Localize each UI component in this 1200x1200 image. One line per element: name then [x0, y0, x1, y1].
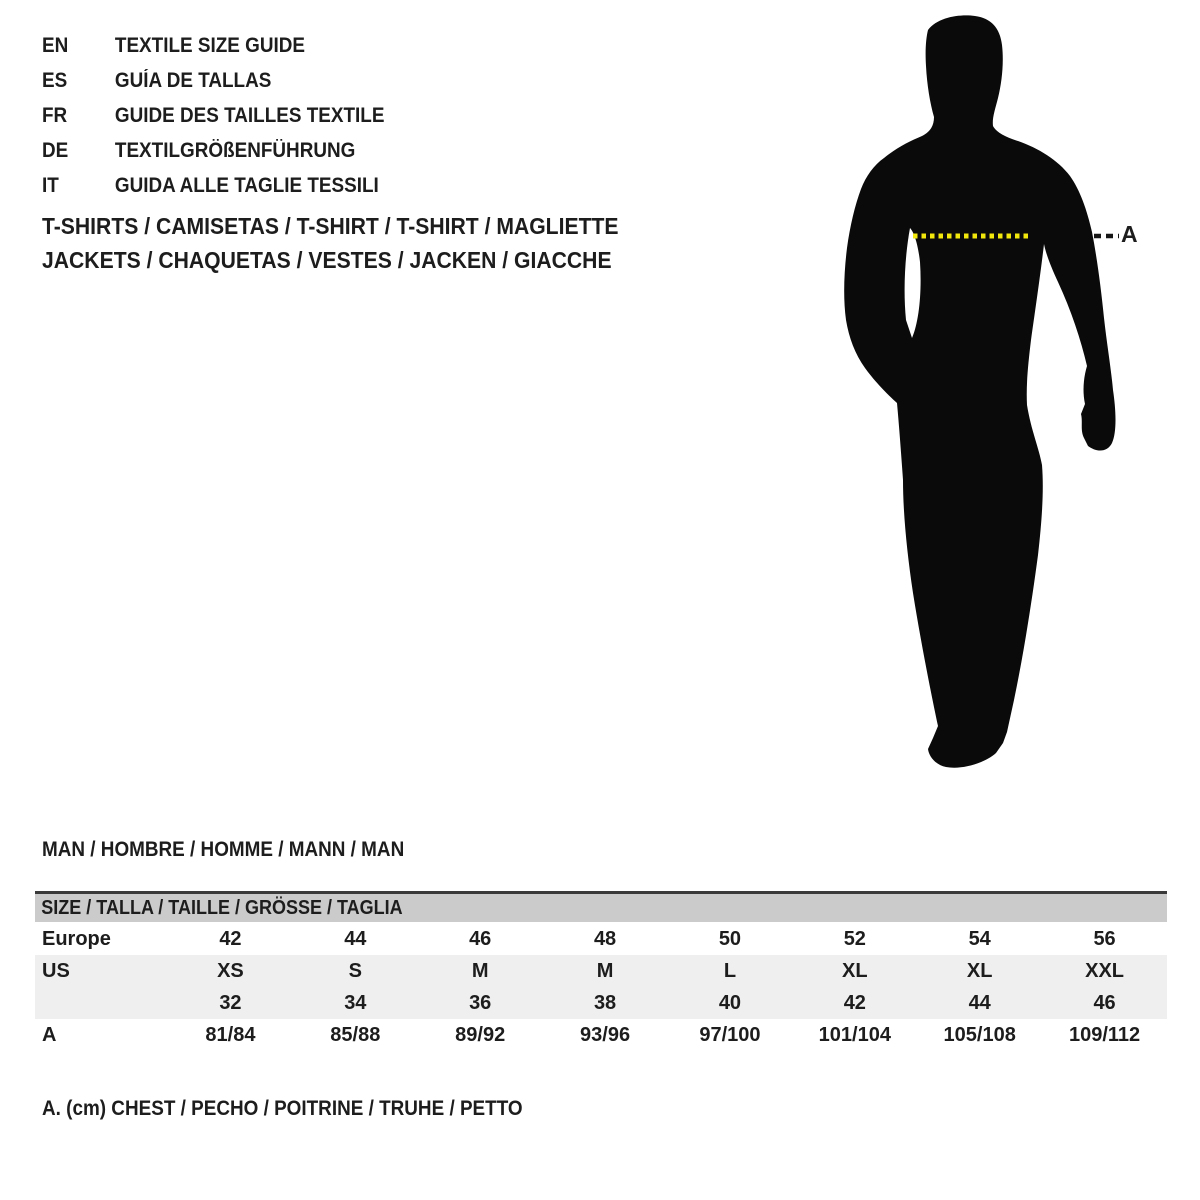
- size-cell: 85/88: [330, 1023, 381, 1046]
- size-cell: L: [723, 959, 737, 982]
- size-table-header-text: SIZE / TALLA / TAILLE / GRÖSSE / TAGLIA: [41, 896, 403, 919]
- size-cell: S: [348, 959, 362, 982]
- size-cell: 36: [469, 991, 492, 1014]
- size-cell: 93/96: [580, 1023, 631, 1046]
- size-table-header: [35, 891, 1167, 922]
- size-cell: XL: [842, 959, 868, 982]
- category-line-jackets: JACKETS / CHAQUETAS / VESTES / JACKEN / GIACCHE: [42, 247, 612, 273]
- language-title: TEXTILE SIZE GUIDE: [114, 33, 305, 57]
- size-cell: 42: [843, 991, 866, 1014]
- size-cell: XL: [966, 959, 993, 982]
- measure-label-a: A: [1121, 221, 1139, 247]
- size-cell: 97/100: [699, 1023, 761, 1046]
- size-cell: 34: [344, 991, 367, 1014]
- section-title: MAN / HOMBRE / HOMME / MANN / MAN: [42, 838, 405, 861]
- size-cell: 32: [219, 991, 242, 1014]
- size-cell: 89/92: [455, 1023, 506, 1046]
- size-cell: XXL: [1085, 959, 1125, 982]
- language-code: EN: [42, 33, 69, 57]
- language-code: IT: [42, 173, 59, 197]
- size-cell: 44: [968, 991, 991, 1014]
- measurement-footnote: A. (cm) CHEST / PECHO / POITRINE / TRUHE / PETTO: [42, 1097, 523, 1120]
- row-label: A: [42, 1023, 57, 1046]
- language-title: GUIDA ALLE TAGLIE TESSILI: [114, 173, 379, 197]
- size-cell: 105/108: [943, 1023, 1016, 1046]
- size-cell: 109/112: [1068, 1023, 1141, 1046]
- size-cell: 48: [593, 927, 617, 950]
- language-code: DE: [42, 138, 69, 162]
- language-code: ES: [42, 68, 68, 92]
- size-cell: M: [596, 959, 614, 982]
- size-cell: 42: [219, 927, 242, 950]
- size-cell: M: [471, 959, 489, 982]
- language-title: GUÍA DE TALLAS: [114, 68, 272, 92]
- table-row-us: [35, 955, 1167, 987]
- language-code: FR: [42, 103, 68, 127]
- size-cell: 44: [344, 927, 367, 950]
- table-row-chest: [35, 1019, 1167, 1051]
- table-row-europe: [35, 923, 1167, 955]
- size-cell: 40: [718, 991, 742, 1014]
- size-cell: 81/84: [205, 1023, 256, 1046]
- row-label: Europe: [42, 927, 111, 950]
- language-title: TEXTILGRÖßENFÜHRUNG: [114, 138, 356, 162]
- size-cell: 52: [843, 927, 866, 950]
- size-cell: 38: [593, 991, 617, 1014]
- size-cell: 54: [968, 927, 991, 950]
- row-label: US: [42, 959, 70, 982]
- size-cell: 101/104: [818, 1023, 891, 1046]
- language-title: GUIDE DES TAILLES TEXTILE: [114, 103, 385, 127]
- size-cell: 56: [1093, 927, 1116, 950]
- size-cell: 46: [469, 927, 492, 950]
- size-cell: 46: [1093, 991, 1116, 1014]
- size-cell: XS: [217, 959, 244, 982]
- category-line-tshirts: T-SHIRTS / CAMISETAS / T-SHIRT / T-SHIRT / MAGLIETTE: [42, 213, 619, 239]
- size-table: [35, 891, 1167, 1051]
- size-cell: 50: [718, 927, 742, 950]
- table-row-us-numeric: [35, 987, 1167, 1019]
- man-silhouette-shape: [844, 15, 1115, 767]
